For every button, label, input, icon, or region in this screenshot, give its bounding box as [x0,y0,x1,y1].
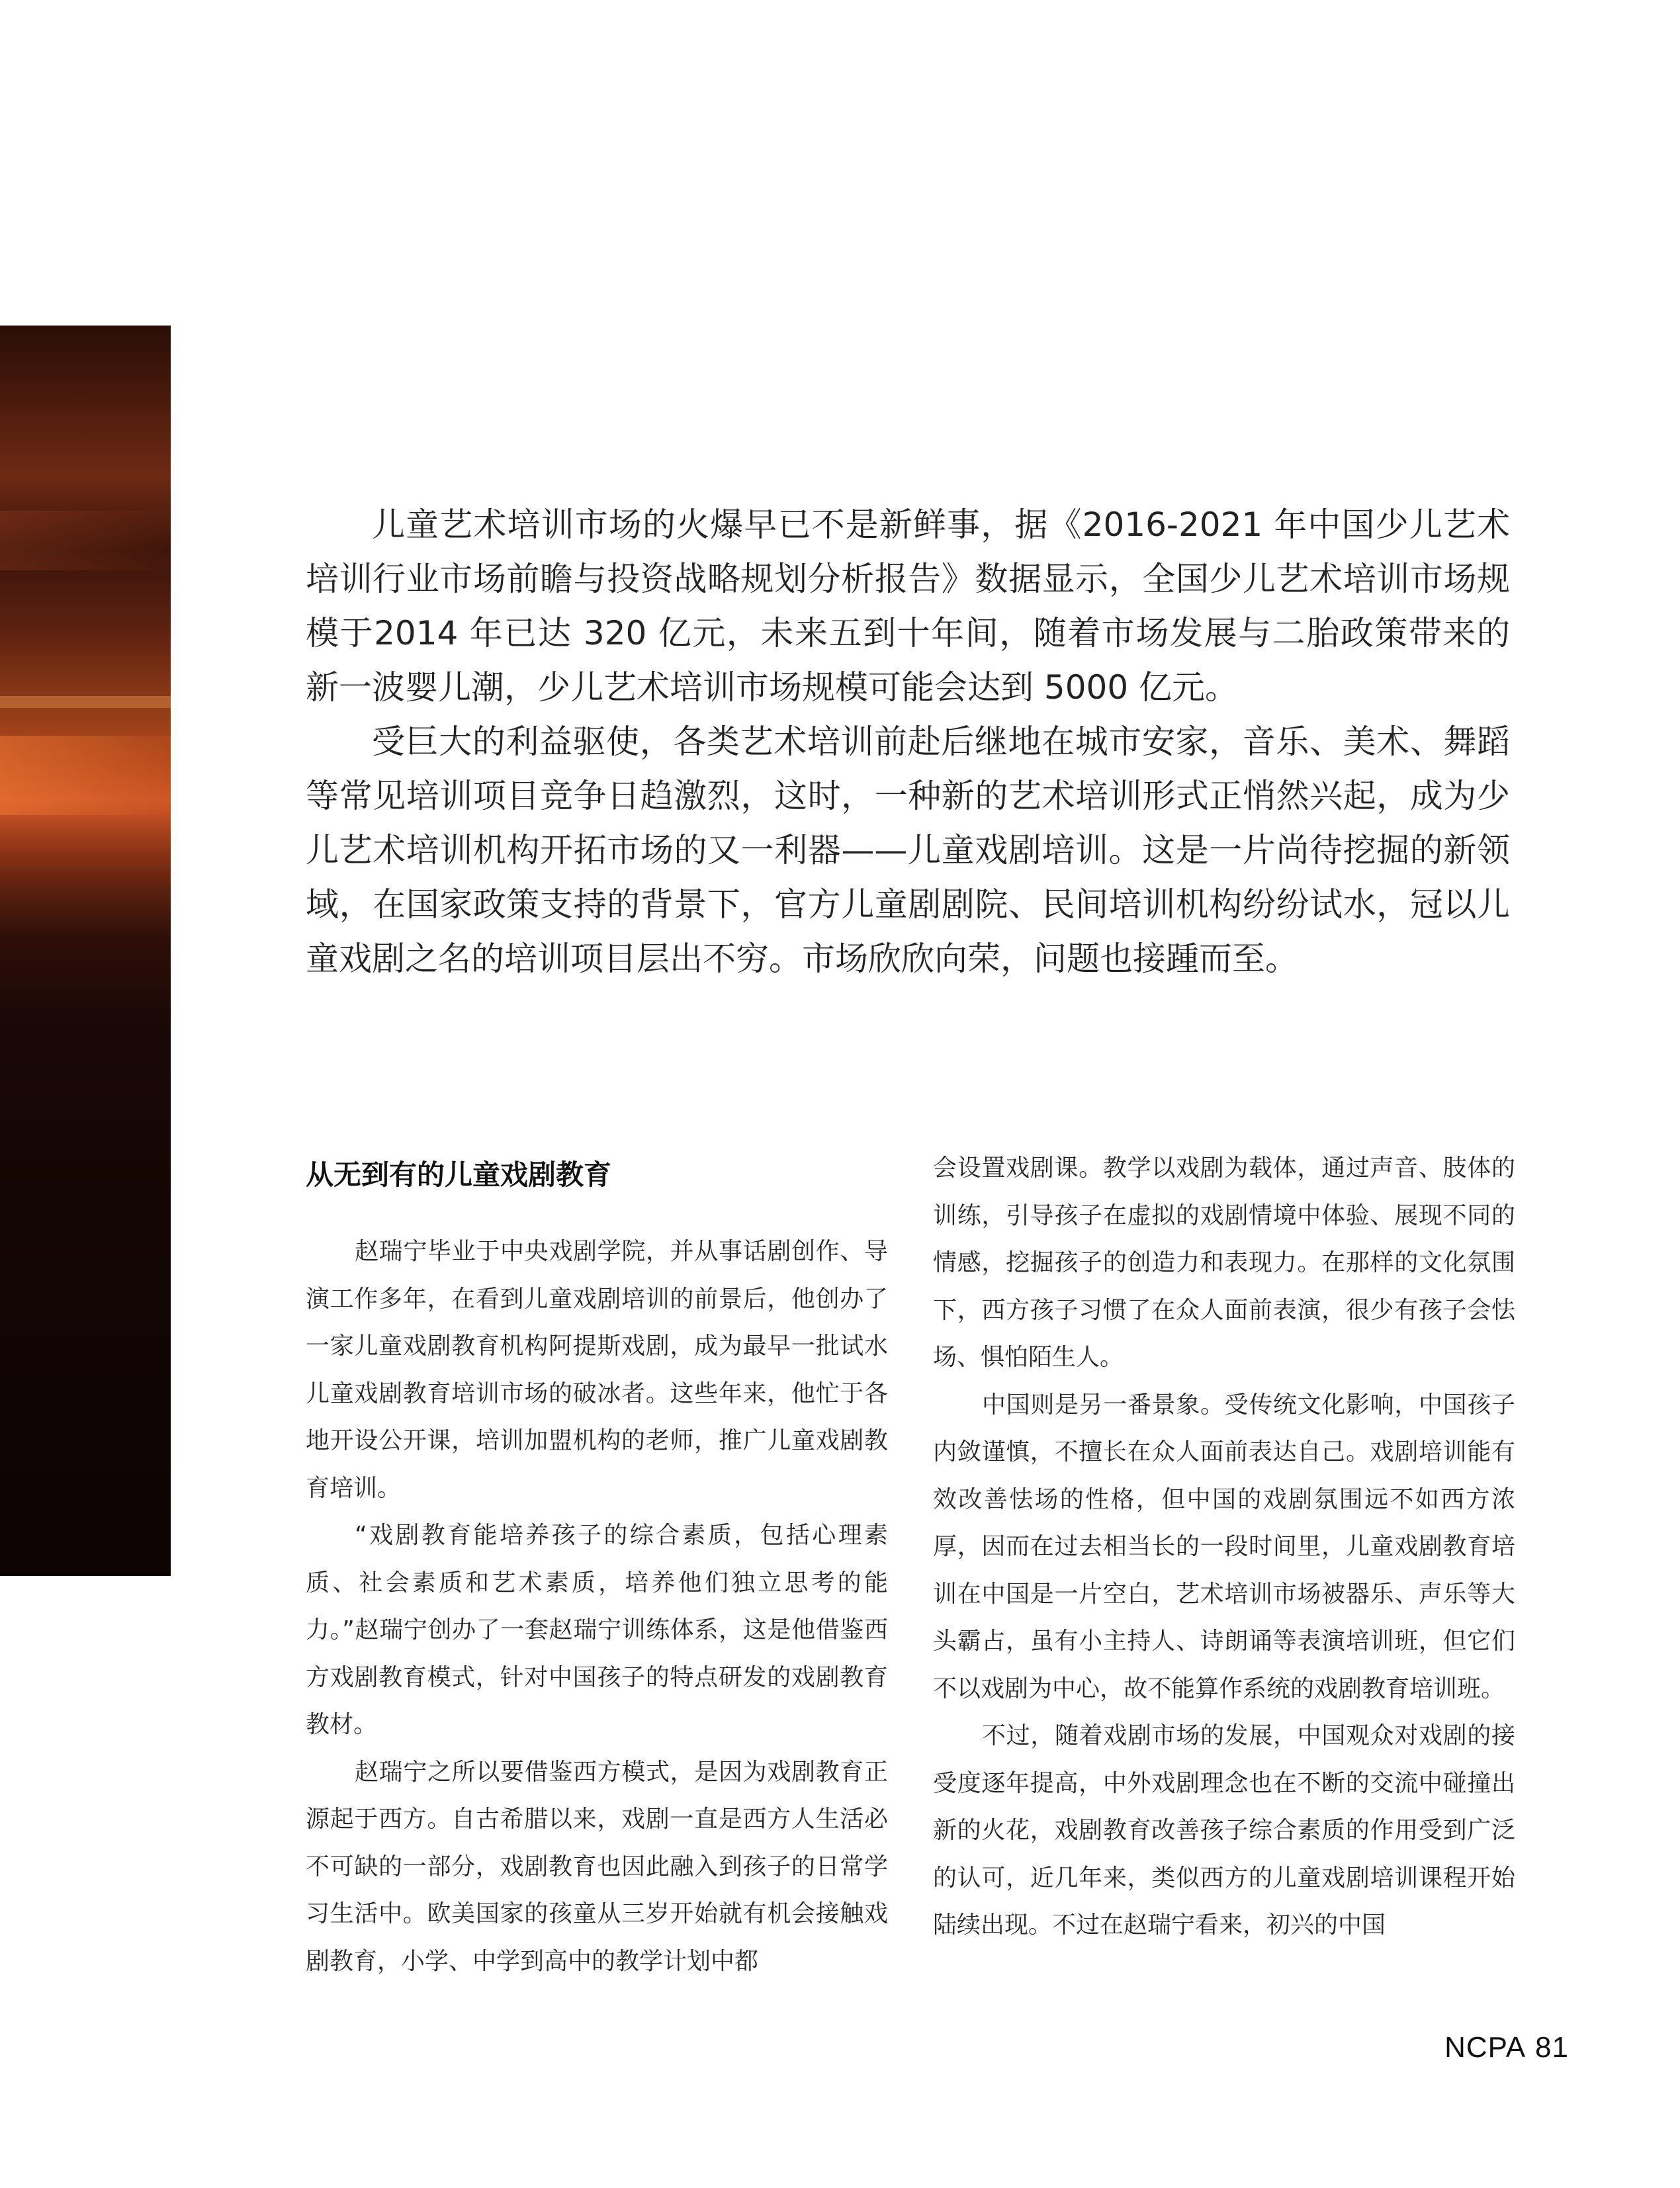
intro-paragraph-2: 受巨大的利益驱使，各类艺术培训前赴后继地在城市安家，音乐、美术、舞蹈等常见培训项目竞争日趋激烈，这时，一种新的艺术培训形式正悄然兴起，成为少儿艺术培训机构开拓市场的又一利器——儿童戏剧培训。这是一片尚待挖掘的新领域，在国家政策支持的背景下，官方儿童剧剧院、民间培训机构纷纷试水，冠以儿童戏剧之名的培训项目层出不穷。市场欣欣向荣，问题也接踵而至。 [306,722,1510,978]
right-paragraph-2: 中国则是另一番景象。受传统文化影响，中国孩子内敛谨慎，不擅长在众人面前表达自己。戏剧培训能有效改善怯场的性格，但中国的戏剧氛围远不如西方浓厚，因而在过去相当长的一段时间里，儿童戏剧教育培训在中国是一片空白，艺术培训市场被器乐、声乐等大头霸占，虽有小主持人、诗朗诵等表演培训班，但它们不以戏剧为中心，故不能算作系统的戏剧教育培训班。 [933,1391,1515,1702]
photo-light-band [0,511,171,570]
side-photo [0,326,171,1576]
right-column [933,1145,1515,1949]
section-heading: 从无到有的儿童戏剧教育 [306,1159,612,1191]
intro-text [306,498,1510,986]
photo-light-line [0,696,171,708]
left-column [306,1150,888,1985]
right-paragraph-1: 会设置戏剧课。教学以戏剧为载体，通过声音、肢体的训练，引导孩子在虚拟的戏剧情境中体验、展现不同的情感，挖掘孩子的创造力和表现力。在那样的文化氛围下，西方孩子习惯了在众人面前表演，很少有孩子会怯场、惧怕陌生人。 [933,1155,1515,1371]
page-footer [1444,2031,1569,2064]
magazine-name: NCPA [1444,2031,1526,2064]
photo-stage-glow [0,736,171,815]
intro-paragraph-1: 儿童艺术培训市场的火爆早已不是新鲜事，据《2016-2021 年中国少儿艺术培训行业市场前瞻与投资战略规划分析报告》数据显示，全国少儿艺术培训市场规模于2014 年已达 320 亿元，未来五到十年间，随着市场发展与二胎政策带来的新一波婴儿潮，少儿艺术培训市场规模可能会达到 5000 亿元。 [306,505,1510,707]
left-paragraph-2: “戏剧教育能培养孩子的综合素质，包括心理素质、社会素质和艺术素质，培养他们独立思考的能力。”赵瑞宁创办了一套赵瑞宁训练体系，这是他借鉴西方戏剧教育模式，针对中国孩子的特点研发的戏剧教育教材。 [306,1522,888,1738]
left-paragraph-3: 赵瑞宁之所以要借鉴西方模式，是因为戏剧教育正源起于西方。自古希腊以来，戏剧一直是西方人生活必不可缺的一部分，戏剧教育也因此融入到孩子的日常学习生活中。欧美国家的孩童从三岁开始就有机会接触戏剧教育，小学、中学到高中的教学计划中都 [306,1758,888,1975]
right-paragraph-3: 不过，随着戏剧市场的发展，中国观众对戏剧的接受度逐年提高，中外戏剧理念也在不断的交流中碰撞出新的火花，戏剧教育改善孩子综合素质的作用受到广泛的认可，近几年来，类似西方的儿童戏剧培训课程开始陆续出现。不过在赵瑞宁看来，初兴的中国 [933,1722,1515,1939]
page-number: 81 [1535,2031,1569,2064]
left-paragraph-1: 赵瑞宁毕业于中央戏剧学院，并从事话剧创作、导演工作多年，在看到儿童戏剧培训的前景后，他创办了一家儿童戏剧教育机构阿提斯戏剧，成为最早一批试水儿童戏剧教育培训市场的破冰者。这些年来，他忙于各地开设公开课，培训加盟机构的老师，推广儿童戏剧教育培训。 [306,1238,888,1502]
